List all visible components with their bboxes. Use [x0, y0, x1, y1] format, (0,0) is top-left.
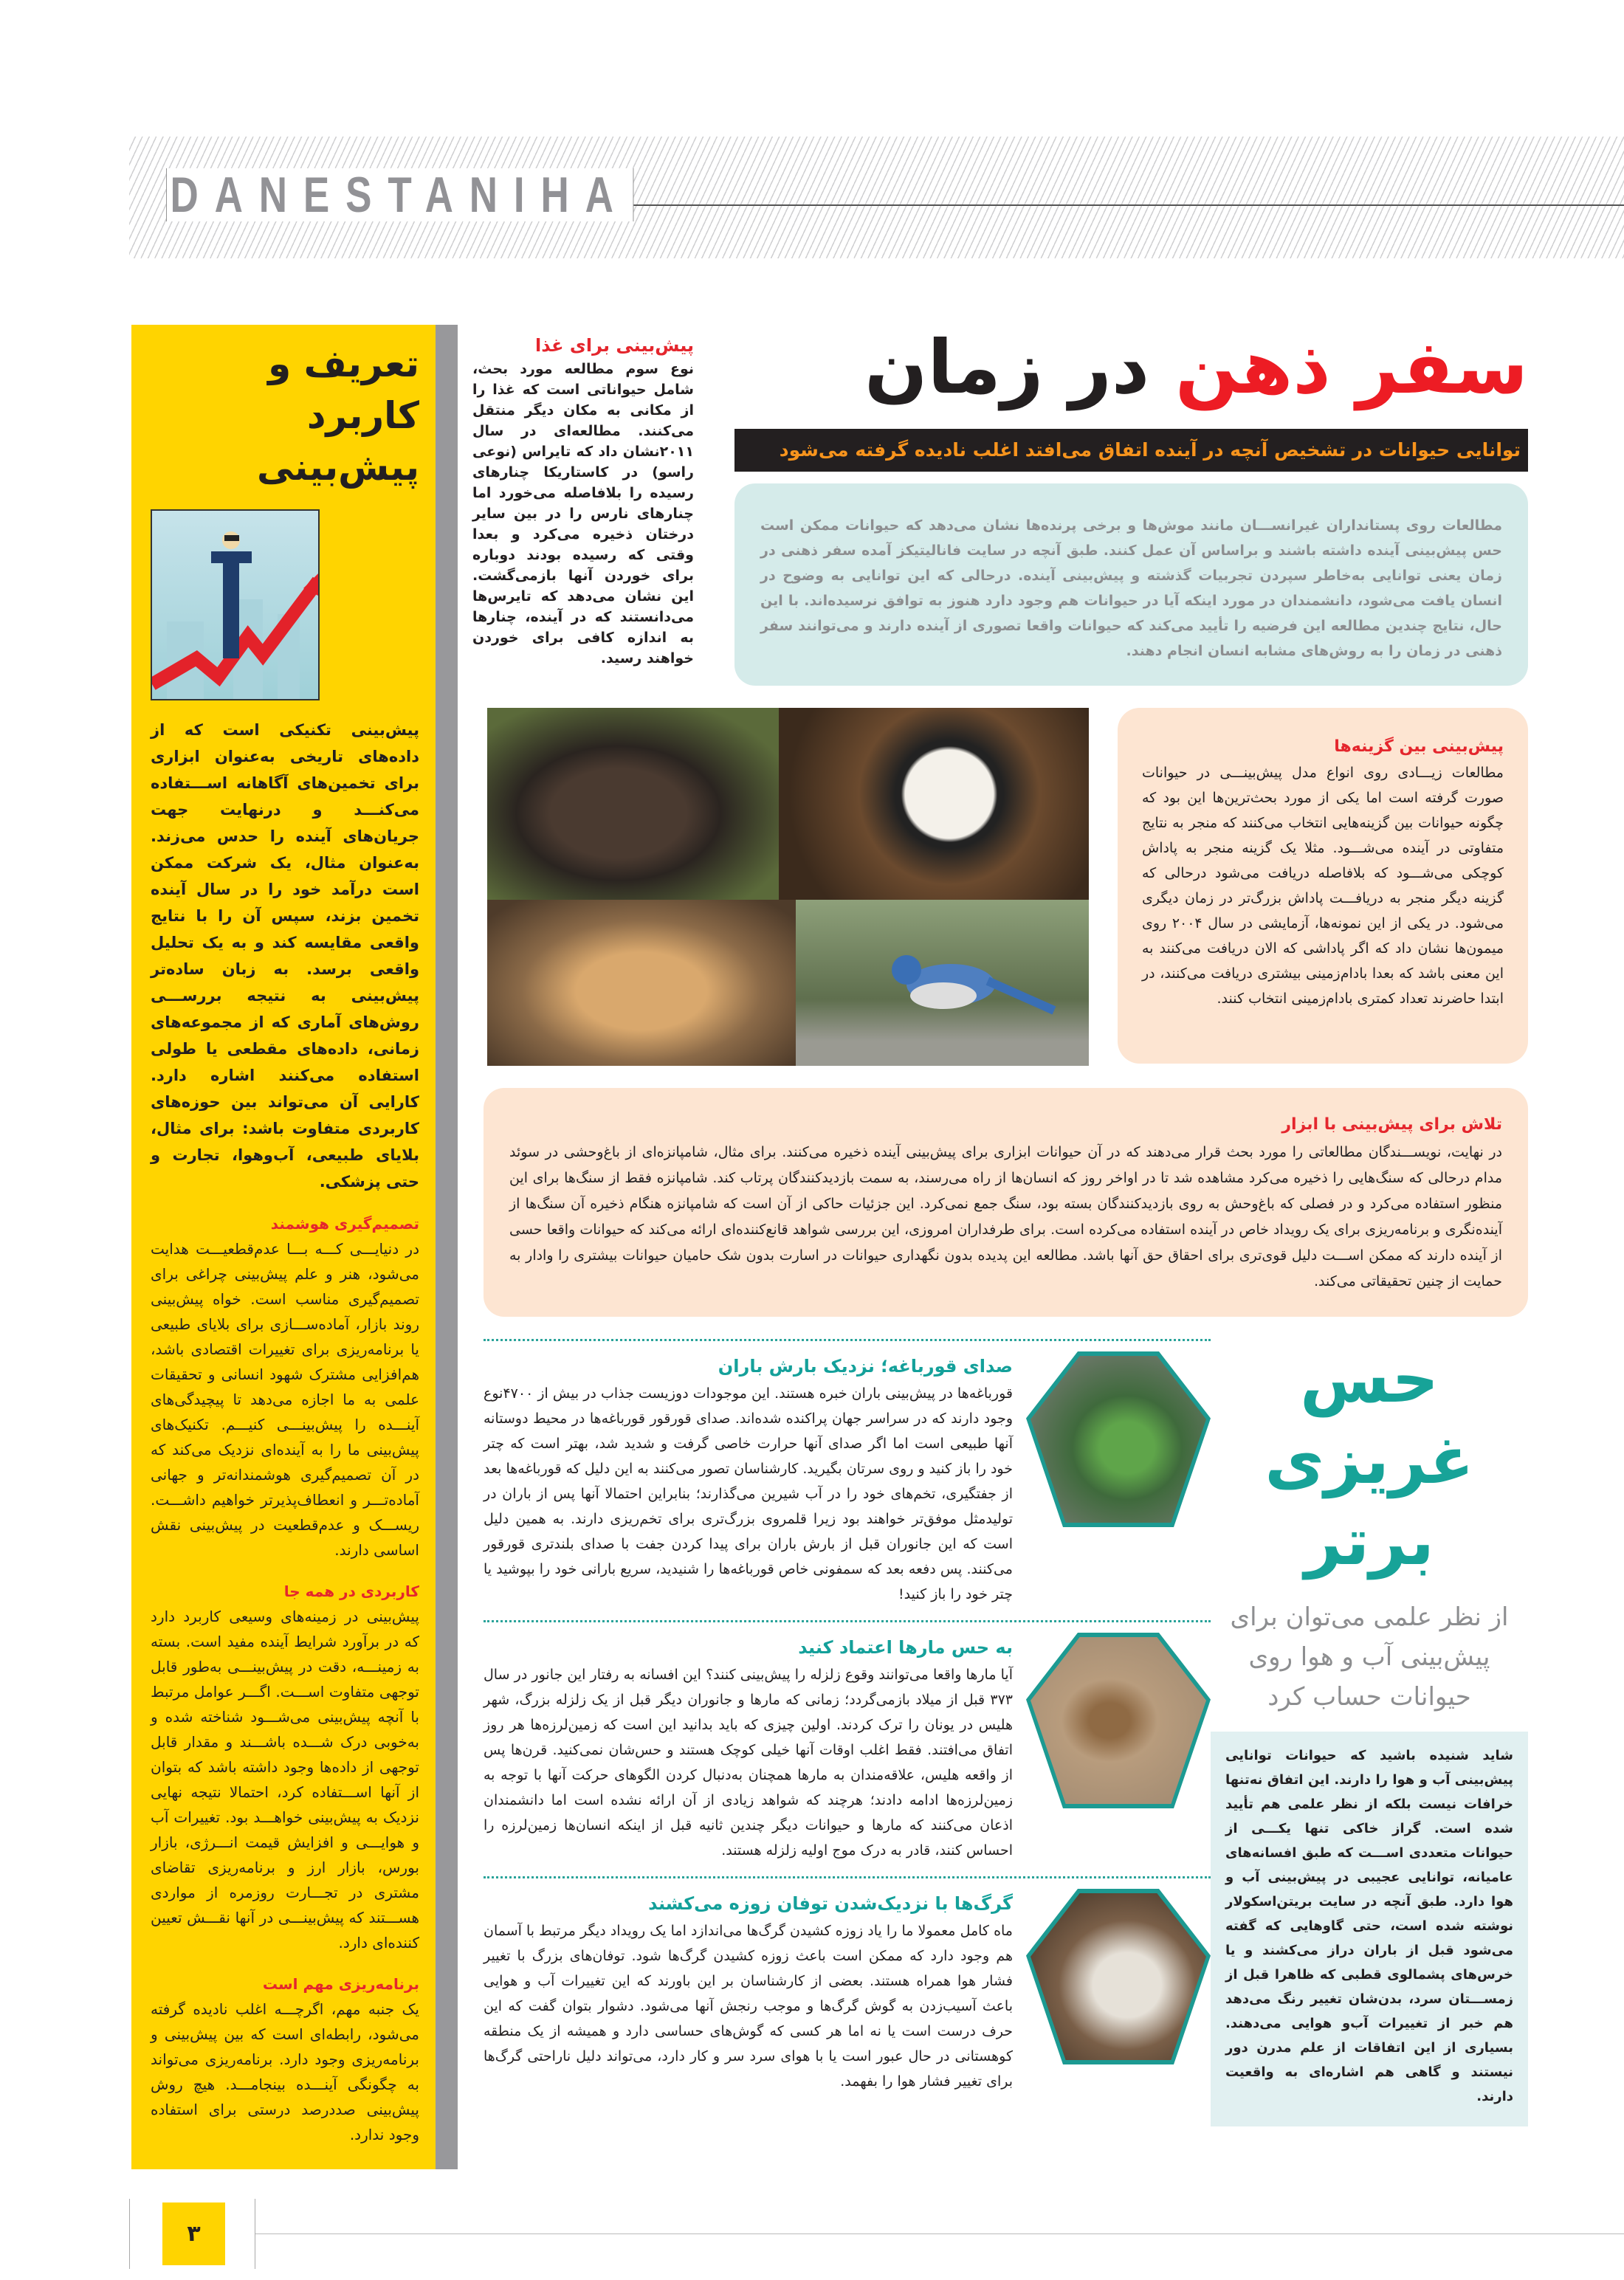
bird-photo — [796, 900, 1089, 1066]
mouse-photo — [487, 900, 796, 1066]
sidebar-panel — [131, 325, 436, 2169]
food-column — [472, 317, 694, 669]
subtitle-bar: توانایی حیوانات در تشخیص آنچه در آینده اتفاق می‌افتد اغلب نادیده گرفته می‌شود — [734, 429, 1528, 472]
snake-photo — [1031, 1637, 1206, 1804]
sidebar — [131, 325, 458, 2169]
photos-options-row — [472, 708, 1528, 1066]
snake-section — [484, 1620, 1211, 1876]
sidebar-section-body: در دنیایـــی کـــه بـــا عدم‌قطعیـــت هدایت می‌شود، هنر و علم پیش‌بینی چراغی برای تصمیم‌گیری مناسب است. خواه پیش‌بینی روند بازار، آماده‌ســـازی برای بلایای طبیعی یا برنامه‌ریزی برای تغییرات اقتصادی باشد، هم‌افزایی مشترک شهود انسانی و تحقیقات علمی به ما اجازه می‌دهد تا پیچیدگی‌های آینـــده را پیش‌بینـــی کنیـــم. تکنیک‌های پیش‌بینی ما را به آینده‌ای نزدیک می‌کند که در آن تصمیم‌گیری هوشمندانه‌تر و جهانی آماده‌تـــر و انعطاف‌پذیرتر خواهیم داشـــت. ریســـک و عدم‌قطعیت در پیش‌بینی نقش اساسی دارند. — [151, 1240, 419, 1559]
sidebar-section-body: پیش‌بینی در زمینه‌های وسیعی کاربرد دارد که در برآورد شرایط آینده مفید است. بسته به زمینـــه، دقت در پیش‌بینـــی به‌طور قابل توجهی متفاوت اســـت. اگـــر عوامل مرتبط با آنچه پیش‌بینی می‌شـــود شناخته شده و به‌خوبی درک شـــده باشـــند و مقدار قابل توجهی از داده‌ها وجود داشته باشد که بتوان از آنها اســـتفاده کرد، احتمالا نتیجه نهایی نزدیک به پیش‌بینی خواهـــد بود. تغییرات آب و هوایـــی و افزایش قیمت انـــرژی، بازار بورس، بازار ارز و برنامه‌ریزی تقاضای مشتری در تجـــارت روزمره از مواردی هســـتند که پیش‌بینـــی در آنها نقـــش تعیین کننده‌ای دارد. — [151, 1608, 419, 1952]
frog-photo-frame — [1026, 1351, 1211, 1527]
footer-rule — [129, 2199, 130, 2269]
wolf-photo — [1031, 1893, 1206, 2060]
snake-photo-frame — [1026, 1633, 1211, 1808]
sidebar-section — [151, 1579, 419, 1955]
tools-body: در نهایت، نویســـندگان مطالعاتی را مورد بحث قرار می‌دهند که در آن حیوانات ابزاری برای پیش‌بینی آینده ذخیره می‌کنند. برای مثال، شامپانزه‌ای از باغ‌وحشی در سوئد مدام درحالی که سنگ‌هایی را ذخیره می‌کرد مشاهده شد تا در اواخر روز که انسان‌ها از راه می‌رسند، به سمت بازدیدکنندگان پرتاب کند. شامپانزه فقط از سنگ‌ها برای این منظور استفاده می‌کرد و در فصلی که باغ‌وحش به روی بازدیدکنندگان بسته بود، سنگ جمع نمی‌کرد. این جزئیات حاکی از آن است که شامپانزه هنگام ذخیره آن سنگ‌ها از آینده‌نگری و برنامه‌ریزی برای یک رویداد خاص در آینده استفاده می‌کرده است. برای طرفداران امروزی، این بررسی شواهد قانع‌کننده‌ای ارائه می‌کند که حیوانات واقعا حسی از آینده دارند که ممکن اســـت دلیل قوی‌تری برای احقاق حق آنها باشد. مطالعه این پدیده بدون نگهداری حیوانات در اسارت بدون شک حامیان حیوانات بیشتری را وادار به حمایت از چنین تحقیقاتی می‌کند. — [509, 1144, 1502, 1289]
title-red: سفر ذهن — [1175, 324, 1528, 410]
tools-box — [484, 1088, 1528, 1317]
options-heading: پیش‌بینی بین گزینه‌ها — [1334, 737, 1504, 756]
instinct-subtitle: از نظر علمی می‌توان برای پیش‌بینی آب و هوا روی حیوانات حساب کرد — [1230, 1602, 1509, 1712]
forecast-illustration — [151, 509, 320, 700]
instinct-box — [1211, 1732, 1528, 2126]
snake-heading: به حس مارها اعتماد کنید — [798, 1637, 1013, 1658]
instinct-title-line2: غریزی برتر — [1265, 1422, 1474, 1580]
frog-heading: صدای قورباغه؛ نزدیک بارش باران — [718, 1356, 1013, 1377]
wolf-photo-frame — [1026, 1889, 1211, 2064]
lemur-photo — [779, 708, 1089, 900]
intro-text: مطالعات روی پستانداران غیرانســـان مانند موش‌ها و برخی پرنده‌ها نشان می‌دهد که حیوانات ممکن است حس پیش‌بینی آینده داشته باشند و براساس آن عمل کنند. طبق آنچه در سایت فانالیتیکز آمده سفر ذهنی در زمان یعنی توانایی به‌خاطر سپردن تجربیات گذشته و پیش‌بینی آینده. درحالی که این توانایی به وضوح در انسان یافت می‌شود، دانشمندان در مورد اینکه آیا در حیوانات هم وجود دارد هنوز به توافق نرسیده‌اند. با این حال، نتایج چندین مطالعه این فرضیه را تأیید می‌کند که حیوانات واقعا تصوری از آینده دارند و می‌توانند سفر ذهنی در زمان را به روش‌های مشابه انسان انجام دهند. — [760, 517, 1502, 659]
food-heading: پیش‌بینی برای غذا — [535, 335, 694, 356]
instinct-body: شاید شنیده باشید که حیوانات توانایی پیش‌بینی آب و هوا را دارند. این اتفاق نه‌تنها خرافات نیست بلکه از نظر علمی هم تأیید شده است. گراز خاکی تنها یکـــی از حیوانات متعددی اســـت که طبق افسانه‌های عامیانه، توانایی عجیبی در پیش‌بینی آب و هوا دارد. طبق آنچه در سایت بریتن‌اسکولار نوشته شده است، حتی گاوهایی که گفته می‌شود قبل از باران دراز می‌کشند و یا خرس‌های پشمالوی قطبی که ظاهرا قبل از زمســـتان سرد، بدن‌شان تغییر رنگ می‌دهد هم خبر از تغییرات آب‌و هوایی می‌دهند. بسیاری از این اتفاقات از علم مدرن دور نیستند و گاهی هم اشاره‌ای به واقعیت دارند. — [1225, 1748, 1513, 2104]
frog-photo — [1031, 1356, 1206, 1523]
instinct-title — [1211, 1339, 1528, 1582]
brand-logo: DANESTANIHA — [166, 168, 633, 221]
wolf-section — [484, 1876, 1211, 2107]
food-body: نوع سوم مطالعه مورد بحث، شامل حیواناتی است که غذا را از مکانی به مکان دیگر منتقل می‌کنند. مطالعه‌ای در سال ۲۰۱۱نشان داد که تایراس (نوعی راسو) در کاستاریکا چنارهای رسیده را بلافاصله می‌خورد اما چنارهای نارس را در بین سایر درختان ذخیره می‌کرد و بعدا وقتی که رسیده بودند دوباره برای خوردن آنها بازمی‌گشت. این نشان می‌دهد که تایرس‌ها می‌دانستند که در آینده، چنارها به اندازه کافی برای خوردن خواهند رسید. — [472, 361, 694, 667]
sidebar-section-heading: تصمیم‌گیری هوشمند — [270, 1215, 419, 1233]
sidebar-title: تعریف و کاربرد پیش‌بینی — [256, 342, 419, 489]
page-title — [734, 317, 1528, 417]
instinct-title-line1: حس — [1300, 1341, 1439, 1417]
title-black: در زمان — [864, 324, 1150, 410]
page-number: ۳ — [162, 2202, 225, 2265]
article-head — [734, 317, 1528, 686]
frog-body: قورباغه‌ها در پیش‌بینی باران خبره هستند. این موجودات دوزیست جذاب در بیش از ۴۷۰۰نوع وجود دارند که در سراسر جهان پراکنده شده‌اند. صدای قورقور قورباغه‌ها در محیط دوستانه آنها طبیعی است اما اگر صدای آنها حرارت خاصی گرفت و شدید شد، بهتر است که چتر خود را باز کنید و روی سرتان بگیرید. کارشناسان تصور می‌کنند به این دلیل که قورباغه‌ها بعد از جفتگیری، تخم‌های خود را در آب شیرین می‌گذارند؛ بنابراین احتمالا آنها پس از باران در تولیدمثل موفق‌تر خواهند بود زیرا قلمروی بزرگ‌تری برای تخم‌ریزی دارند. به همین دلیل است که این جانوران قبل از بارش باران برای پیدا کردن جفت با صدای بلندتری قورقور می‌کنند. پس دفعه بعد که سمفونی خاص قورباغه‌ها را شنیدید، سریع بارانی خود را بپوشید یا چتر خود را باز کنید! — [484, 1385, 1013, 1602]
options-box — [1118, 708, 1528, 1064]
wolf-heading: گرگ‌ها با نزدیک‌شدن توفان زوزه می‌کشند — [648, 1893, 1013, 1914]
sidebar-section-heading: کاربردی در همه جا — [283, 1582, 419, 1600]
footer — [129, 2199, 1624, 2269]
top-row — [472, 317, 1528, 686]
frog-section — [484, 1339, 1211, 1620]
sidebar-divider — [436, 325, 458, 2169]
intro-box — [734, 483, 1528, 686]
header-rule — [591, 204, 1624, 206]
photo-grid — [487, 708, 1089, 1066]
snake-body: آیا مارها واقعا می‌توانند وقوع زلزله را پیش‌بینی کنند؟ این افسانه به رفتار این جانور در سال ۳۷۳ قبل از میلاد بازمی‌گردد؛ زمانی که مارها و جانوران دیگر قبل از یک زلزله بزرگ، شهر هلیس در یونان را ترک کردند. اولین چیزی که باید بدانید این است که زمین‌لرزه‌ها هر روز اتفاق می‌افتند. فقط اغلب اوقات آنها خیلی کوچک هستند و حس‌شان نمی‌کنید. قرن‌ها پس از واقعه هلیس، علاقه‌مندان به مارها همچنان به‌دنبال کردن الگوهای حرکت آنها با توجه به زمین‌لرزه‌ها ادامه دادند؛ هرچند که شواهد زیادی از آن ارائه نشده است اما دانشمندان اذعان می‌کنند که مارها و حیوانات دیگر چندین ثانیه قبل از اینکه انسان‌ها زمین‌لرزه را احساس کنند، قادر به درک موج اولیه زلزله هستند. — [484, 1667, 1013, 1859]
sidebar-section-body: یک جنبه مهم، اگرچـــه اغلب نادیده گرفته می‌شود، رابطه‌ای است که بین پیش‌بینی و برنامه‌ریزی وجود دارد. برنامه‌ریزی می‌تواند به چگونگی آینـــده بینجامـــد. هیچ روش پیش‌بینی صددرصد درستی برای استفاده وجود ندارد. — [151, 2000, 419, 2143]
tools-heading: تلاش برای پیش‌بینی با ابزار — [1281, 1115, 1502, 1134]
options-body: مطالعات زیـــادی روی انواع مدل پیش‌بینـــی در حیوانات صورت گرفته است اما یکی از مورد بحث‌ترین‌ها این بود که چگونه حیوانات بین گزینه‌هایی انتخاب می‌کنند که منجر به نتایج متفاوتی در آینده می‌شـــود. مثلا یک گزینه منجر به پاداش کوچکی می‌شـــود که بلافاصله دریافت می‌شود درحالی که گزینه دیگر منجر به دریافـــت پاداش بزرگ‌تر در زمان دیگری می‌شود. در یکی از این نمونه‌ها، آزمایشی در سال ۲۰۰۴ روی میمون‌ها نشان داد که اگر پاداشی که الان دریافت می‌کنند به این معنی باشد که بعدا بادام‌زمینی بیشتری دریافت می‌کنند، در ابتدا حاضرند تعداد کمتری بادام‌زمینی انتخاب کنند. — [1142, 765, 1504, 1007]
instinct-sections — [484, 1339, 1211, 2107]
sidebar-section-heading: برنامه‌ریزی مهم است — [262, 1975, 419, 1993]
gorilla-photo — [487, 708, 779, 900]
instinct-column — [1211, 1339, 1528, 2126]
instinct-row — [484, 1339, 1528, 2126]
sidebar-section — [151, 1211, 419, 1563]
sidebar-intro: پیش‌بینی تکنیکی است که از داده‌های تاریخی به‌عنوان ابزاری برای تخمین‌های آگاهانه اســـتفاده می‌کنـــد و درنهایت جهت جریان‌های آینده را حدس می‌زند. به‌عنوان مثال، یک شرکت ممکن است درآمد خود را در سال آینده تخمین بزند، سپس آن را با نتایج واقعی مقایسه کند و به یک تحلیل واقعی برسد. به زبان ساده‌تر پیش‌بینی به نتیجه بررســـی روش‌های آماری که از مجموعه‌های زمانی، داده‌های مقطعی یا طولی استفاده می‌کنند اشاره دارد. کارایی آن می‌تواند بین حوزه‌های کاربردی متفاوت باشد: برای مثال، بلایای طبیعی، آب‌وهوا، تجارت و حتی پزشکی. — [151, 721, 419, 1191]
wolf-body: ماه کامل معمولا ما را یاد زوزه کشیدن گرگ‌ها می‌اندازد اما یک رویداد دیگر مرتبط با آسمان هم وجود دارد که ممکن است باعث زوزه کشیدن گرگ‌ها شود. توفان‌های بزرگ با تغییر فشار هوا همراه هستند. بعضی از کارشناسان بر این باورند که این تغییرات آب و هوایی باعث آسیب‌زدن به گوش گرگ‌ها و موجب رنجش آنها می‌شود. دشوار بتوان گفت که این حرف درست است یا نه اما هر کسی که گوش‌های حساسی دارد و همیشه از یک منطقه کوهستانی در حال عبور است یا با هوای سرد سر و کار دارد، می‌تواند دلیل ناراحتی گرگ‌ها برای تغییر فشار هوا را بفهمد. — [484, 1923, 1013, 2090]
sidebar-section — [151, 1971, 419, 2147]
main-content — [472, 317, 1528, 2126]
footer-line — [255, 2233, 1624, 2234]
